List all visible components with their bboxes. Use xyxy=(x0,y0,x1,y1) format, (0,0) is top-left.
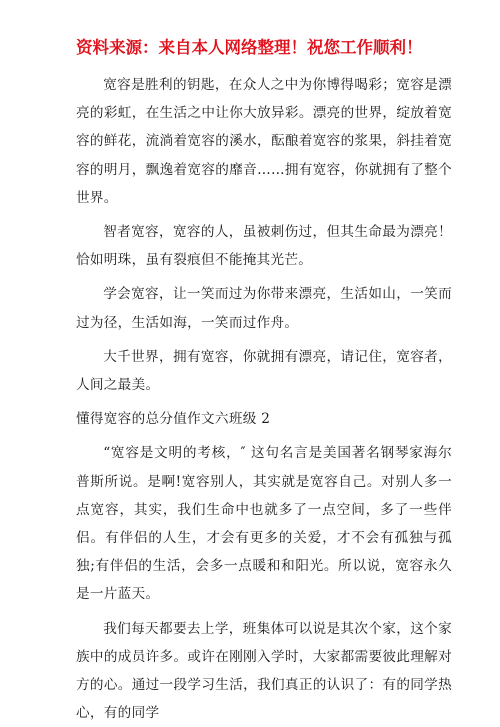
paragraph: 宽容是胜利的钥匙，在众人之中为你博得喝彩；宽容是漂亮的彩虹，在生活之中让你大放异彩。漂亮的世界，绽放着宽容的鲜花，流淌着宽容的溪水，酝酿着宽容的浆果，斜挂着宽容的明月，飘逸着宽容的靡音……拥有宽容，你就拥有了整个世界。 xyxy=(76,77,452,206)
section-title: 懂得宽容的总分值作文六班级 2 xyxy=(76,411,271,428)
paragraph: 智者宽容，宽容的人，虽被刺伤过，但其生命最为漂亮！恰如明珠，虽有裂痕但不能掩其光芒。 xyxy=(76,224,452,269)
paragraph: 学会宽容，让一笑而过为你带来漂亮，生活如山，一笑而过为径，生活如海，一笑而过作舟。 xyxy=(76,286,452,331)
paragraph: “宽容是文明的考核，″ 这句名言是美国著名钢琴家海尔普斯所说。是啊!宽容别人，其实就是宽容自己。对别人多一点宽容，其实，我们生命中也就多了一点空间，多了一些伴侣。有伴侣的人生，才会有更多的关爱，才不会有孤独与孤独;有伴侣的生活，会多一点暖和和阳光。所以说，宽容永久是一片蓝天。 xyxy=(76,445,452,603)
paragraph: 大千世界，拥有宽容，你就拥有漂亮，请记住，宽容者，人间之最美。 xyxy=(76,348,452,394)
source-banner: 资料来源：来自本人网络整理！祝您工作顺利！ xyxy=(76,38,423,57)
paragraph: 我们每天都要去上学，班集体可以说是其次个家，这个家族中的成员许多。或许在刚刚入学时，大家都需要彼此理解对方的心。通过一段学习生活，我们真正的认识了：有的同学热心，有的同学 xyxy=(76,620,452,722)
